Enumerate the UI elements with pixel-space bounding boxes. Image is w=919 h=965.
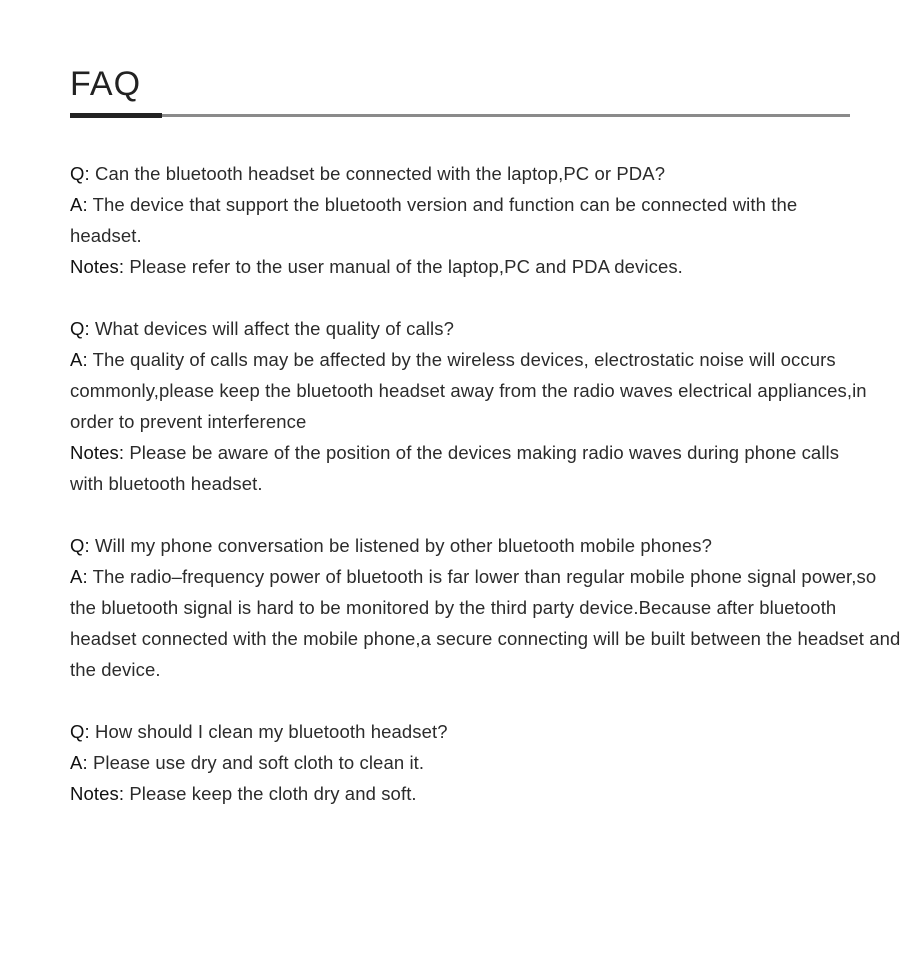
answer-label: A: (70, 566, 88, 587)
faq-item (70, 716, 870, 809)
faq-answer (70, 189, 810, 251)
faq-notes (70, 251, 810, 282)
question-label: Q: (70, 535, 90, 556)
faq-item (70, 158, 810, 282)
question-text: How should I clean my bluetooth headset? (94, 721, 448, 742)
answer-label: A: (70, 194, 88, 215)
title-underline (70, 113, 850, 118)
notes-text: Please refer to the user manual of the laptop,PC and PDA devices. (129, 256, 683, 277)
faq-question (70, 313, 870, 344)
question-label: Q: (70, 318, 90, 339)
notes-text: Please keep the cloth dry and soft. (129, 783, 417, 804)
question-label: Q: (70, 163, 90, 184)
faq-question (70, 530, 902, 561)
notes-label: Notes: (70, 256, 125, 277)
question-label: Q: (70, 721, 90, 742)
underline-accent-bar (70, 113, 162, 118)
answer-label: A: (70, 752, 88, 773)
notes-text: Please be aware of the position of the devices making radio waves during phone calls with bluetooth headset. (70, 442, 840, 494)
faq-list (70, 158, 900, 809)
underline-light-bar (70, 114, 850, 117)
faq-question (70, 158, 810, 189)
answer-text: The quality of calls may be affected by the wireless devices, electrostatic noise will occurs commonly,please keep the bluetooth headset away from the radio waves electrical appliances,in order to prevent interference (70, 349, 867, 432)
question-text: Will my phone conversation be listened by other bluetooth mobile phones? (94, 535, 713, 556)
faq-answer (70, 344, 870, 437)
answer-text: Please use dry and soft cloth to clean it. (92, 752, 425, 773)
notes-label: Notes: (70, 442, 125, 463)
answer-text: The device that support the bluetooth version and function can be connected with the headset. (70, 194, 798, 246)
answer-text: The radio–frequency power of bluetooth is far lower than regular mobile phone signal power,so the bluetooth signal is hard to be monitored by the third party device.Because after bluetooth headset connected with the mobile phone,a secure connecting will be built between the headset and the device. (70, 566, 901, 680)
notes-label: Notes: (70, 783, 125, 804)
faq-notes (70, 778, 870, 809)
question-text: Can the bluetooth headset be connected with the laptop,PC or PDA? (94, 163, 666, 184)
page-title: FAQ (70, 65, 142, 103)
faq-notes (70, 437, 870, 499)
answer-label: A: (70, 349, 88, 370)
faq-item (70, 313, 870, 499)
question-text: What devices will affect the quality of calls? (94, 318, 454, 339)
faq-answer (70, 561, 902, 685)
faq-question (70, 716, 870, 747)
faq-item (70, 530, 902, 685)
faq-answer (70, 747, 870, 778)
